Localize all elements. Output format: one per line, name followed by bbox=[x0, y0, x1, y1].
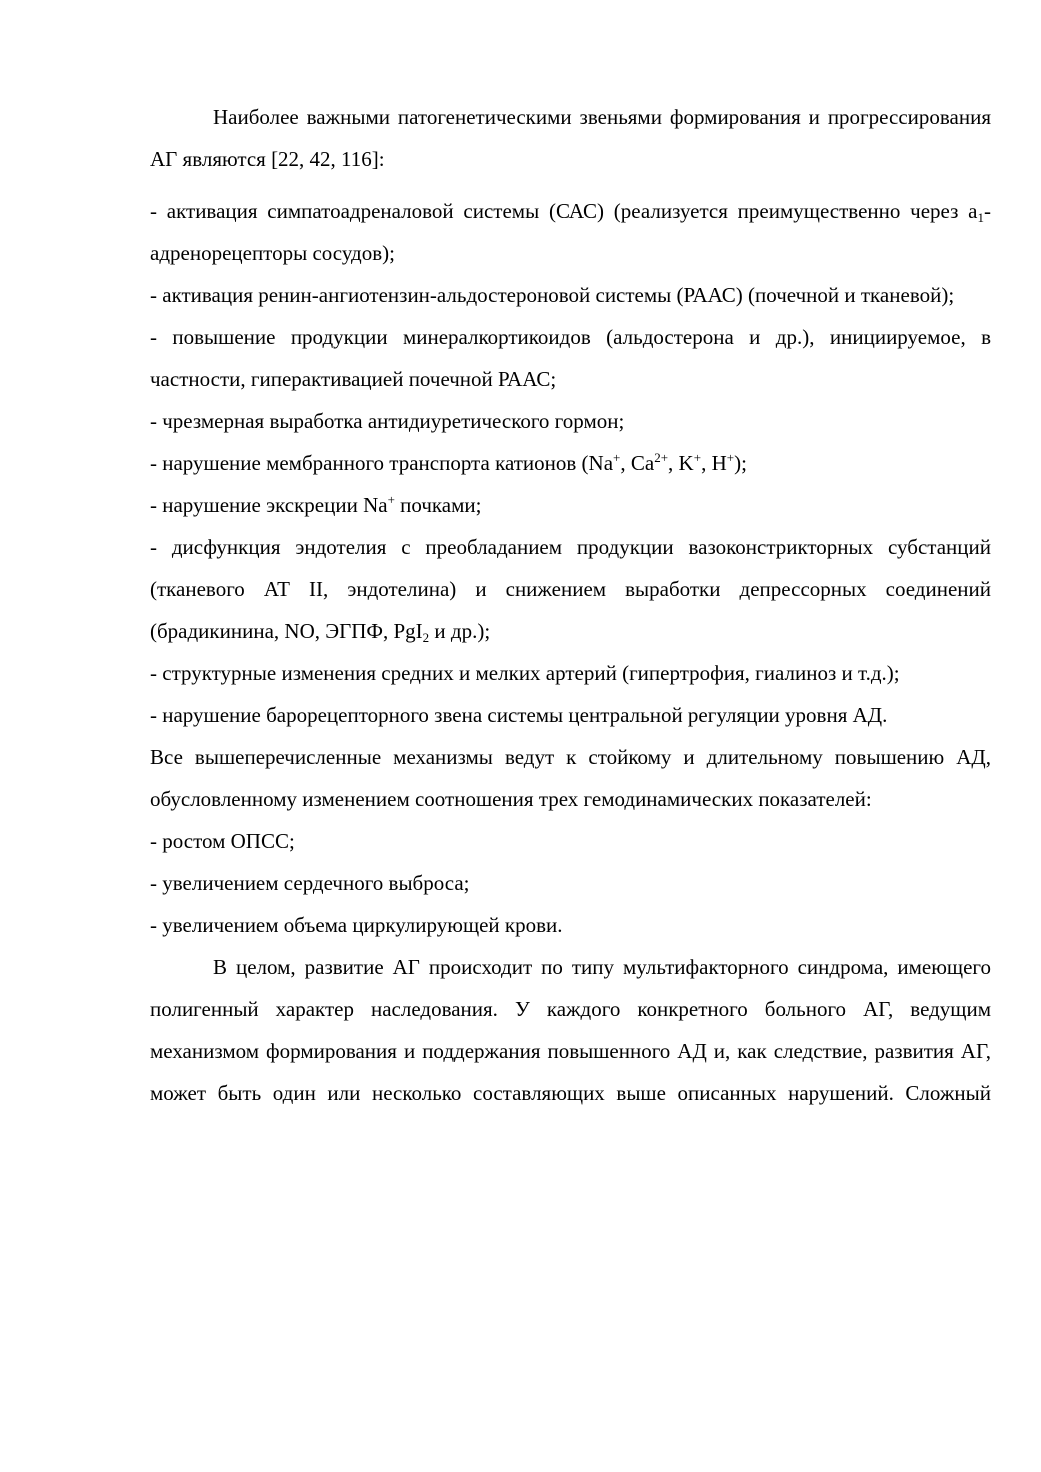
intro-paragraph: Наиболее важными патогенетическими звеньями формирования и прогрессирования АГ являются [22, 42, 116]: bbox=[150, 105, 991, 171]
text-run: - активация симпатоадреналовой системы (САС) (реализуется преимущественно через а bbox=[150, 199, 978, 223]
superscript: + bbox=[693, 450, 702, 465]
text-run: , H bbox=[701, 451, 727, 475]
superscript: 2+ bbox=[654, 450, 669, 465]
text-run: , K bbox=[668, 451, 694, 475]
text-run: и др.); bbox=[429, 619, 491, 643]
superscript: + bbox=[726, 450, 735, 465]
text-run: ); bbox=[734, 451, 747, 475]
text-run: , Ca bbox=[620, 451, 655, 475]
text-run: - нарушение мембранного транспорта катионов (Na bbox=[150, 451, 614, 475]
text-run: -адренорецепторы сосудов); bbox=[150, 199, 991, 265]
superscript: + bbox=[613, 450, 621, 465]
list-item-endothelial-dysfunction bbox=[150, 526, 991, 652]
list-item-cation-transport bbox=[150, 442, 991, 484]
list-item-antidiuretic: - чрезмерная выработка антидиуретического гормон; bbox=[150, 409, 625, 433]
subscript: 1 bbox=[977, 210, 984, 225]
list-item-baroreceptor: - нарушение барорецепторного звена системы центральной регуляции уровня АД. bbox=[150, 703, 888, 727]
list-item-arterial-changes: - структурные изменения средних и мелких артерий (гипертрофия, гиалиноз и т.д.); bbox=[150, 661, 900, 685]
subscript: 2 bbox=[422, 630, 430, 645]
document-page bbox=[150, 96, 991, 1114]
list-item-cardiac-output: - увеличением сердечного выброса; bbox=[150, 871, 470, 895]
text-run: - нарушение экскреции Na bbox=[150, 493, 388, 517]
list-item-mineralocorticoids: - повышение продукции минералкортикоидов (альдостерона и др.), инициируемое, в частности, гиперактивацией почечной РААС; bbox=[150, 325, 991, 391]
list-item-blood-volume: - увеличением объема циркулирующей крови. bbox=[150, 913, 563, 937]
list-item-raas: - активация ренин-ангиотензин-альдостероновой системы (РААС) (почечной и тканевой); bbox=[150, 283, 955, 307]
text-run: почками; bbox=[394, 493, 482, 517]
list-item-na-excretion bbox=[150, 484, 991, 526]
text-run: - дисфункция эндотелия с преобладанием продукции вазоконстрикторных субстанций (тканевого АТ II, эндотелина) и снижением выработки депрессорных соединений (брадикинина, NO, ЭГПФ, PgI bbox=[150, 535, 991, 643]
list-item-sympathoadrenal bbox=[150, 190, 991, 274]
conclusion-paragraph: В целом, развитие АГ происходит по типу мультифакторного синдрома, имеющего полигенный характер наследования. У каждого конкретного больного АГ, ведущим механизмом формирования и поддержания повышенного АД и, как следствие, развития АГ, может быть один или несколько составляющих выше описанных нарушений. Сложный bbox=[150, 955, 991, 1105]
summary-paragraph: Все вышеперечисленные механизмы ведут к стойкому и длительному повышению АД, обусловленному изменением соотношения трех гемодинамических показателей: bbox=[150, 745, 991, 811]
superscript: + bbox=[387, 492, 395, 507]
list-item-opss: - ростом ОПСС; bbox=[150, 829, 295, 853]
